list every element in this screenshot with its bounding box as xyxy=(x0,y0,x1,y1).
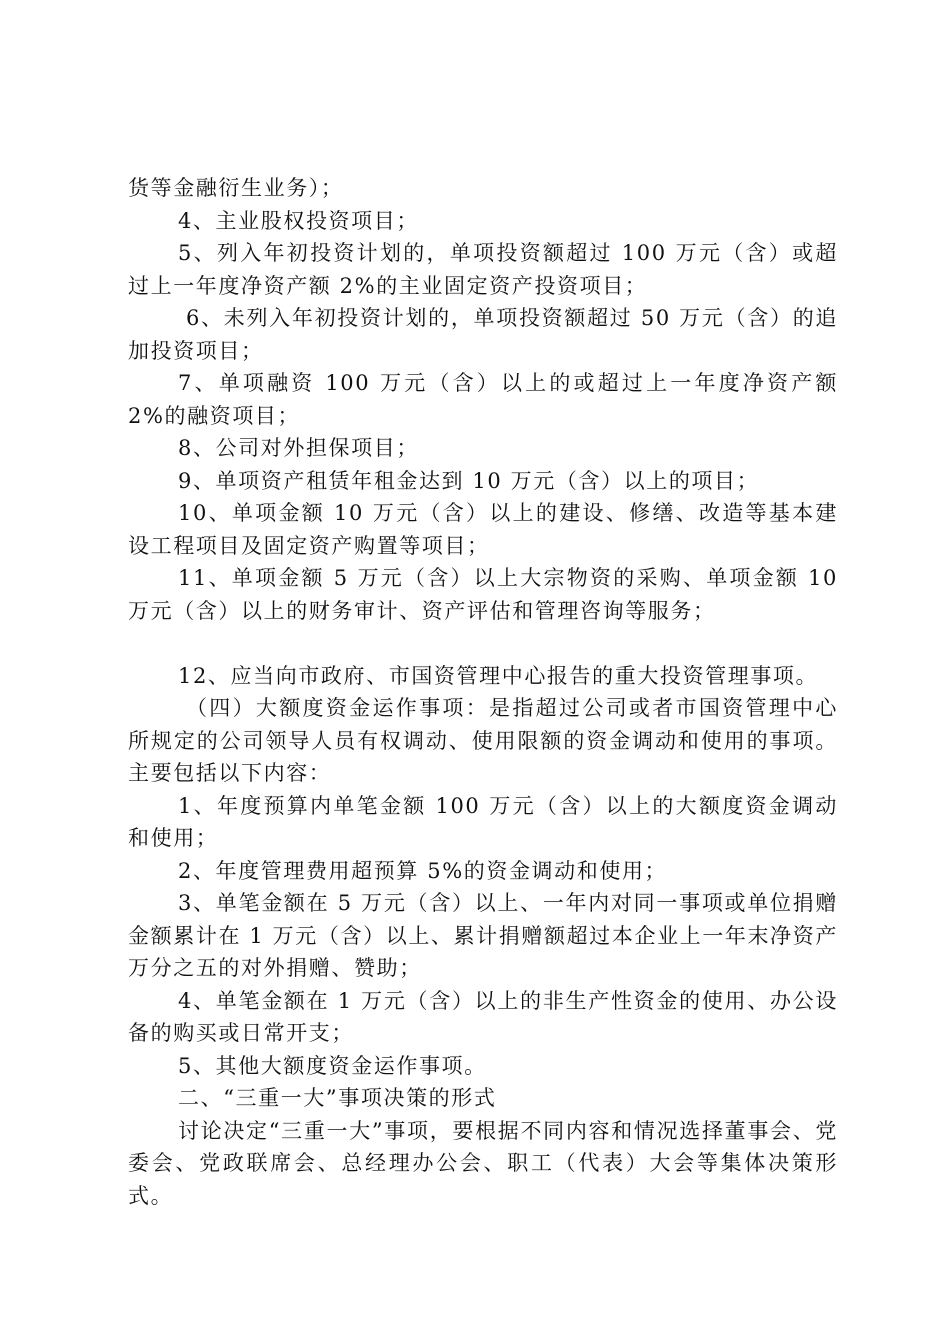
list-item-12: 12、应当向市政府、市国资管理中心报告的重大投资管理事项。 xyxy=(178,663,819,688)
fund-item-3: 3、单笔金额在 5 万元（含）以上、一年内对同一事项或单位捐赠金额累计在 1 万元（含）以上、累计捐赠额超过本企业上一年末净资产万分之五的对外捐赠、赞助； xyxy=(128,891,838,980)
list-item-5: 5、列入年初投资计划的，单项投资额超过 100 万元（含）或超过上一年度净资产额 2%的主业固定资产投资项目； xyxy=(128,241,838,298)
list-item-7: 7、单项融资 100 万元（含）以上的或超过上一年度净资产额 2%的融资项目； xyxy=(128,371,847,428)
fund-item-1: 1、年度预算内单笔金额 100 万元（含）以上的大额度资金调动和使用； xyxy=(128,793,838,850)
list-item-6: 6、未列入年初投资计划的，单项投资额超过 50 万元（含）的追加投资项目； xyxy=(128,306,838,363)
fund-item-4: 4、单笔金额在 1 万元（含）以上的非生产性资金的使用、办公设备的购买或日常开支； xyxy=(128,988,838,1045)
decision-form-paragraph: 讨论决定“三重一大”事项，要根据不同内容和情况选择董事会、党委会、党政联席会、总经理办公会、职工（代表）大会等集体决策形式。 xyxy=(128,1118,838,1208)
section-four-heading: （四）大额度资金运作事项：是指超过公司或者市国资管理中心所规定的公司领导人员有权调动、使用限额的资金调动和使用的事项。主要包括以下内容： xyxy=(128,696,838,785)
list-item-9: 9、单项资产租赁年租金达到 10 万元（含）以上的项目； xyxy=(178,468,760,493)
fund-item-2: 2、年度管理费用超预算 5%的资金调动和使用； xyxy=(178,858,668,883)
section-two-heading: 二、“三重一大”事项决策的形式 xyxy=(178,1086,497,1110)
blank-line xyxy=(128,627,838,660)
document-body xyxy=(128,172,847,1212)
list-item-10: 10、单项金额 10 万元（含）以上的建设、修缮、改造等基本建设工程项目及固定资产购置等项目； xyxy=(128,501,838,558)
fund-item-5: 5、其他大额度资金运作事项。 xyxy=(178,1053,487,1078)
list-item-4: 4、主业股权投资项目； xyxy=(178,208,419,233)
list-item-11: 11、单项金额 5 万元（含）以上大宗物资的采购、单项金额 10 万元（含）以上的财务审计、资产评估和管理咨询等服务； xyxy=(128,566,847,623)
paragraph-continuation: 货等金融衍生业务）； xyxy=(128,176,344,200)
list-item-8: 8、公司对外担保项目； xyxy=(178,436,419,460)
